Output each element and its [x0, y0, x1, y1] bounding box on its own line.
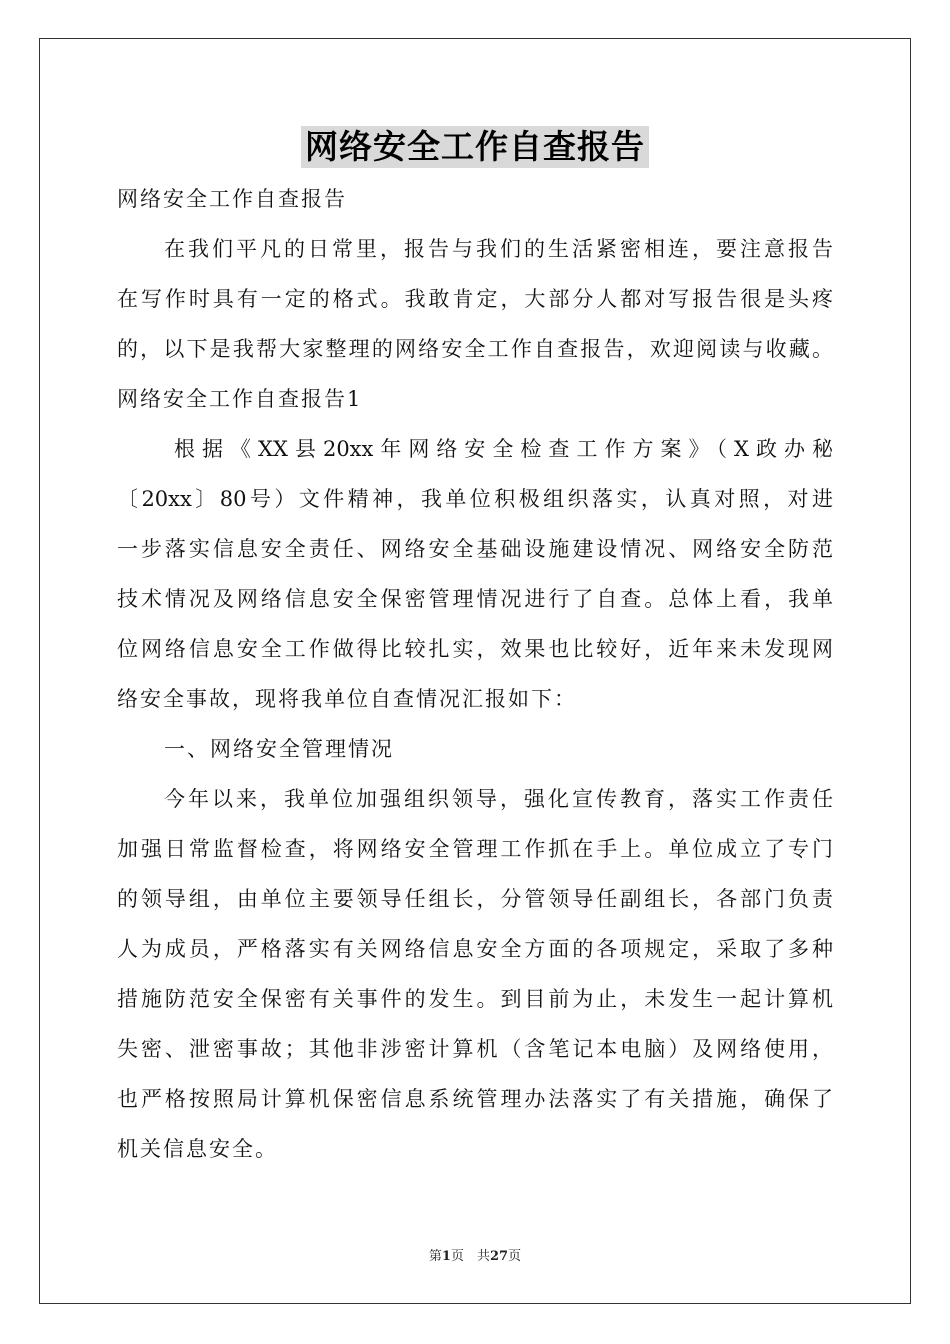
section-heading: 网络安全工作自查报告1: [117, 387, 363, 411]
paragraph-line: 位网络信息安全工作做得比较扎实，效果也比较好，近年来未发现网: [117, 637, 833, 661]
document-subtitle: 网络安全工作自查报告: [117, 187, 347, 211]
intro-line: 的，以下是我帮大家整理的网络安全工作自查报告，欢迎阅读与收藏。: [117, 337, 833, 361]
paragraph-line: 技术情况及网络信息安全保密管理情况进行了自查。总体上看，我单: [117, 587, 833, 611]
footer-mid: 页 共: [450, 1249, 490, 1264]
paragraph-line: 失密、泄密事故；其他非涉密计算机（含笔记本电脑）及网络使用，: [117, 1037, 833, 1061]
paragraph-line: 络安全事故，现将我单位自查情况汇报如下：: [117, 687, 577, 711]
paragraph-line: 人为成员，严格落实有关网络信息安全方面的各项规定，采取了多种: [117, 937, 833, 961]
paragraph-line: 〔20xx〕80号）文件精神，我单位积极组织落实，认真对照，对进: [117, 487, 833, 511]
page-footer: [0, 1248, 950, 1266]
document-title: 网络安全工作自查报告: [301, 126, 649, 168]
intro-line: 在我们平凡的日常里，报告与我们的生活紧密相连，要注意报告: [164, 237, 833, 261]
paragraph-line: 机关信息安全。: [117, 1137, 278, 1161]
title-container: [0, 126, 950, 168]
paragraph-line: 也严格按照局计算机保密信息系统管理办法落实了有关措施，确保了: [117, 1087, 833, 1111]
paragraph-line: 一步落实信息安全责任、网络安全基础设施建设情况、网络安全防范: [117, 537, 833, 561]
footer-page-number: 1: [441, 1249, 451, 1264]
paragraph-line: 的领导组，由单位主要领导任组长，分管领导任副组长，各部门负责: [117, 887, 833, 911]
subheading: 一、网络安全管理情况: [164, 737, 394, 761]
footer-prefix: 第: [428, 1249, 442, 1264]
footer-page-total: 27: [489, 1249, 509, 1264]
paragraph-line: 措施防范安全保密有关事件的发生。到目前为止，未发生一起计算机: [117, 987, 833, 1011]
intro-line: 在写作时具有一定的格式。我敢肯定，大部分人都对写报告很是头疼: [117, 287, 833, 311]
paragraph-line: 根据《XX县20xx年网络安全检查工作方案》（X政办秘: [174, 437, 833, 461]
paragraph-line: 加强日常监督检查，将网络安全管理工作抓在手上。单位成立了专门: [117, 837, 833, 861]
paragraph-line: 今年以来，我单位加强组织领导，强化宣传教育，落实工作责任: [164, 787, 833, 811]
footer-suffix: 页: [508, 1249, 522, 1264]
